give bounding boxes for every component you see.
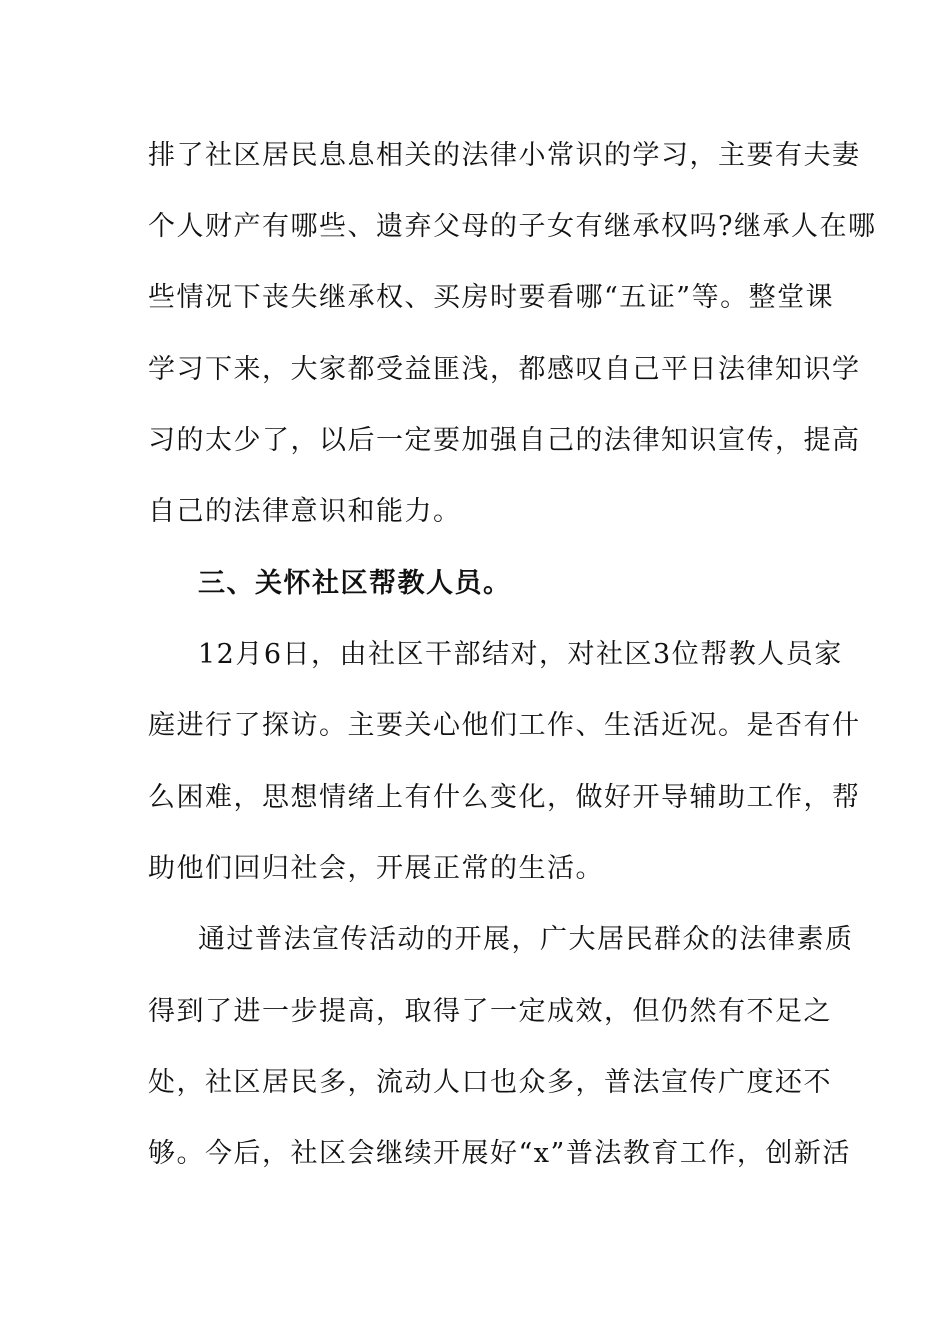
text-line: 庭进行了探访。主要关心他们工作、生活近况。是否有什 [148,710,861,741]
text-line: 自己的法律意识和能力。 [148,496,462,527]
text-line: 个人财产有哪些、遗弃父母的子女有继承权吗?继承人在哪 [148,211,877,242]
text-line: 助他们回归社会，开展正常的生活。 [148,853,604,884]
text-line: 习的太少了，以后一定要加强自己的法律知识宣传，提高 [148,425,861,456]
text-line: 得到了进一步提高，取得了一定成效，但仍然有不足之 [148,996,832,1027]
text-line: 处，社区居民多，流动人口也众多，普法宣传广度还不 [148,1067,832,1098]
text-line: 12月6日，由社区干部结对，对社区3位帮教人员家 [198,639,843,670]
text-line: 排了社区居民息息相关的法律小常识的学习，主要有夫妻 [148,140,861,171]
text-line: 么困难，思想情绪上有什么变化，做好开导辅助工作，帮 [148,782,861,813]
text-line: 通过普法宣传活动的开展，广大居民群众的法律素质 [198,924,854,955]
text-line: 学习下来，大家都受益匪浅，都感叹自己平日法律知识学 [148,354,861,385]
section-heading: 三、关怀社区帮教人员。 [198,568,512,599]
text-line: 些情况下丧失继承权、买房时要看哪“五证”等。整堂课 [148,282,835,313]
text-line: 够。今后，社区会继续开展好“x”普法教育工作，创新活 [148,1138,851,1169]
